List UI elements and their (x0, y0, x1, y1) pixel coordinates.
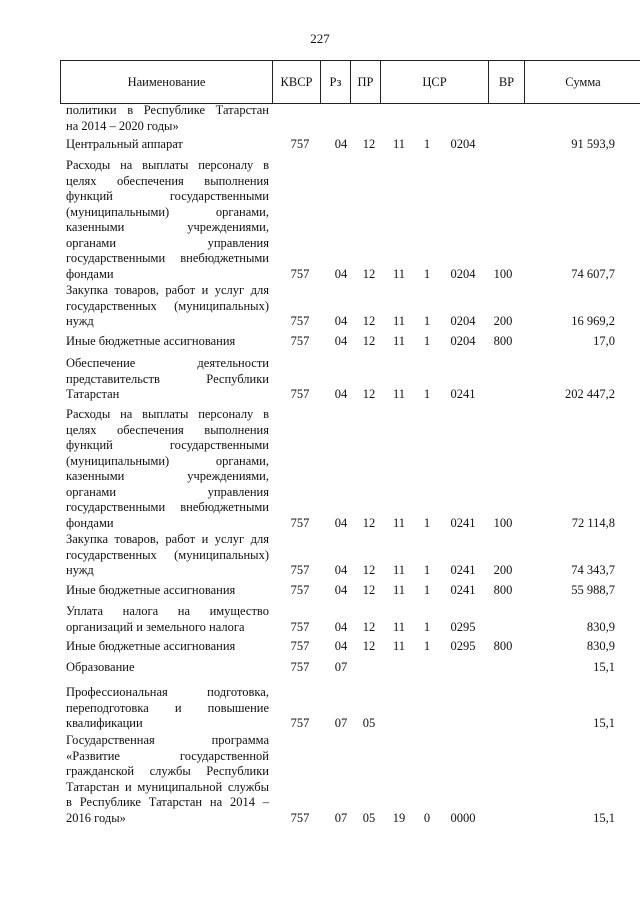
row-name-line: государственных (муниципальных) (66, 547, 269, 562)
row-name (66, 583, 269, 599)
code-kvsr: 757 (290, 619, 310, 634)
code-csr-direction: 0241 (450, 563, 476, 577)
code-pr: 12 (362, 515, 376, 530)
table-row (0, 685, 640, 732)
table-header (60, 60, 640, 104)
code-kvsr: 757 (290, 639, 310, 653)
row-name (66, 283, 269, 330)
code-csr-program: 11 (392, 137, 406, 151)
code-csr-direction: 0204 (450, 334, 476, 348)
table-row (0, 334, 640, 350)
code-csr-program: 11 (392, 266, 406, 281)
table-row (0, 583, 640, 599)
code-csr-subprogram: 1 (423, 563, 431, 577)
code-csr-direction: 0204 (450, 266, 476, 281)
code-csr-subprogram: 1 (423, 515, 431, 530)
code-csr-program: 11 (392, 515, 406, 530)
code-csr-program: 11 (392, 583, 406, 597)
code-pr: 12 (362, 334, 376, 348)
row-name-line: Закупка товаров, работ и услуг для (66, 283, 269, 297)
row-sum: 15,1 (593, 660, 615, 674)
table-row (0, 660, 640, 676)
row-name (66, 660, 269, 676)
row-name (66, 137, 269, 153)
row-name-line: функций государственными (66, 189, 269, 203)
code-rz: 04 (334, 563, 348, 577)
code-vr: 800 (493, 639, 513, 653)
code-csr-program: 11 (392, 619, 406, 634)
table-row (0, 137, 640, 153)
row-name (66, 407, 269, 531)
row-name-line: государственными внебюджетными (66, 251, 269, 265)
code-csr-program: 19 (392, 810, 406, 825)
code-csr-direction: 0204 (450, 314, 476, 328)
row-name-line: «Развитие государственной (66, 748, 269, 763)
code-pr: 12 (362, 266, 376, 281)
code-csr-direction: 0295 (450, 619, 476, 634)
code-kvsr: 757 (290, 583, 310, 597)
row-name-line: государственных (муниципальных) (66, 298, 269, 313)
page-number: 227 (310, 31, 330, 46)
row-name-line: представительств Республики (66, 371, 269, 386)
header-sum: Сумма (565, 75, 601, 89)
code-rz: 04 (334, 137, 348, 151)
code-csr-program: 11 (392, 639, 406, 653)
row-name-line: в Республике Татарстан на 2014 – (66, 795, 269, 809)
code-vr: 800 (493, 583, 513, 597)
table-row (0, 604, 640, 635)
code-csr-subprogram: 1 (423, 639, 431, 653)
code-vr: 800 (493, 334, 513, 348)
row-name (66, 356, 269, 403)
code-csr-program: 11 (392, 314, 406, 328)
row-sum: 74 607,7 (571, 266, 615, 281)
row-name-line: Татарстан и муниципальной службы (66, 779, 269, 794)
row-name-line: организаций и земельного налога (66, 619, 245, 634)
header-pr: ПР (351, 61, 381, 103)
row-name-line: государственными внебюджетными (66, 500, 269, 514)
row-name-line: Иные бюджетные ассигнования (66, 334, 236, 348)
code-csr-subprogram: 1 (423, 583, 431, 597)
row-name (66, 532, 269, 579)
row-name-line: Татарстан (66, 387, 120, 401)
code-csr-program: 11 (392, 334, 406, 348)
row-name-line: целях обеспечения выполнения (66, 173, 269, 188)
row-name-line: Центральный аппарат (66, 137, 183, 151)
table-row (0, 158, 640, 282)
code-kvsr: 757 (290, 660, 310, 674)
header-vr: ВР (489, 61, 525, 103)
code-pr: 05 (362, 810, 376, 825)
header-name: Наименование (61, 61, 273, 103)
code-csr-direction: 0241 (450, 387, 476, 401)
code-kvsr: 757 (290, 515, 310, 530)
code-csr-direction: 0241 (450, 515, 476, 530)
row-name-line: 2016 годы» (66, 810, 126, 825)
header-csr: ЦСР (381, 61, 489, 103)
row-name-line: Уплата налога на имущество (66, 604, 269, 618)
row-sum: 74 343,7 (571, 563, 615, 577)
row-name-line: органами управления (66, 235, 269, 250)
code-kvsr: 757 (290, 563, 310, 577)
code-pr: 12 (362, 387, 376, 401)
table-row (0, 532, 640, 579)
code-kvsr: 757 (290, 314, 310, 328)
row-sum: 55 988,7 (571, 583, 615, 597)
code-csr-subprogram: 1 (423, 137, 431, 151)
code-pr: 12 (362, 583, 376, 597)
code-rz: 04 (334, 619, 348, 634)
row-name-line: казенными учреждениями, (66, 469, 269, 483)
table-row (0, 407, 640, 531)
table-row (0, 283, 640, 330)
code-csr-program: 11 (392, 563, 406, 577)
code-vr: 100 (493, 266, 513, 281)
code-kvsr: 757 (290, 387, 310, 401)
row-name (66, 604, 269, 635)
row-sum: 15,1 (593, 810, 615, 825)
row-sum: 202 447,2 (565, 387, 615, 401)
row-name-line: Иные бюджетные ассигнования (66, 583, 236, 597)
code-pr: 05 (362, 716, 376, 730)
row-name-line: политики в Республике Татарстан (66, 103, 269, 117)
code-csr-subprogram: 1 (423, 387, 431, 401)
code-rz: 04 (334, 515, 348, 530)
code-rz: 07 (334, 660, 348, 674)
code-rz: 04 (334, 334, 348, 348)
code-rz: 04 (334, 266, 348, 281)
code-rz: 04 (334, 639, 348, 653)
code-pr: 12 (362, 619, 376, 634)
code-pr: 12 (362, 563, 376, 577)
row-name (66, 158, 269, 282)
row-name-line: переподготовка и повышение (66, 700, 269, 715)
row-name-line: Профессиональная подготовка, (66, 685, 269, 699)
code-kvsr: 757 (290, 137, 310, 151)
header-kvsr: КВСР (273, 61, 321, 103)
row-name-line: целях обеспечения выполнения (66, 422, 269, 437)
table-row (0, 639, 640, 655)
code-vr: 100 (493, 515, 513, 530)
row-name-line: квалификации (66, 716, 143, 730)
code-rz: 04 (334, 387, 348, 401)
code-kvsr: 757 (290, 716, 310, 730)
code-csr-subprogram: 1 (423, 266, 431, 281)
row-name-line: нужд (66, 314, 94, 328)
table-row (0, 733, 640, 826)
row-name-line: Расходы на выплаты персоналу в (66, 407, 269, 421)
code-csr-direction: 0241 (450, 583, 476, 597)
row-name-line: на 2014 – 2020 годы» (66, 118, 179, 133)
code-rz: 07 (334, 716, 348, 730)
row-name-line: (муниципальными) органами, (66, 204, 269, 219)
row-name-line: гражданской службы Республики (66, 764, 269, 778)
row-sum: 91 593,9 (571, 137, 615, 151)
code-csr-subprogram: 1 (423, 314, 431, 328)
code-csr-direction: 0000 (450, 810, 476, 825)
code-pr: 12 (362, 639, 376, 653)
code-rz: 04 (334, 583, 348, 597)
row-sum: 72 114,8 (571, 515, 615, 530)
code-csr-direction: 0204 (450, 137, 476, 151)
code-kvsr: 757 (290, 810, 310, 825)
row-name-line: фондами (66, 266, 114, 281)
header-rz: Рз (321, 61, 351, 103)
row-name (66, 639, 269, 655)
row-name-line: Иные бюджетные ассигнования (66, 639, 236, 653)
row-name (66, 103, 269, 134)
code-csr-subprogram: 1 (423, 619, 431, 634)
row-name-line: органами управления (66, 484, 269, 499)
row-name-line: Обеспечение деятельности (66, 356, 269, 370)
row-sum: 830,9 (586, 639, 615, 653)
row-name-line: Государственная программа (66, 733, 269, 747)
code-pr: 12 (362, 314, 376, 328)
row-sum: 17,0 (593, 334, 615, 348)
row-name-line: Расходы на выплаты персоналу в (66, 158, 269, 172)
row-name-line: Закупка товаров, работ и услуг для (66, 532, 269, 546)
code-vr: 200 (493, 563, 513, 577)
row-name-line: казенными учреждениями, (66, 220, 269, 234)
row-name-line: фондами (66, 515, 114, 530)
code-kvsr: 757 (290, 334, 310, 348)
code-rz: 07 (334, 810, 348, 825)
row-sum: 830,9 (586, 619, 615, 634)
row-name-line: нужд (66, 563, 94, 577)
table-row (0, 356, 640, 403)
row-name-line: (муниципальными) органами, (66, 453, 269, 468)
row-name-line: функций государственными (66, 438, 269, 452)
row-sum: 15,1 (593, 716, 615, 730)
code-vr: 200 (493, 314, 513, 328)
code-rz: 04 (334, 314, 348, 328)
table-row (0, 103, 640, 134)
row-name (66, 685, 269, 732)
row-name-line: Образование (66, 660, 135, 674)
row-name (66, 334, 269, 350)
row-sum: 16 969,2 (571, 314, 615, 328)
code-csr-subprogram: 1 (423, 334, 431, 348)
code-csr-program: 11 (392, 387, 406, 401)
code-csr-direction: 0295 (450, 639, 476, 653)
code-kvsr: 757 (290, 266, 310, 281)
code-pr: 12 (362, 137, 376, 151)
code-csr-subprogram: 0 (423, 810, 431, 825)
row-name (66, 733, 269, 826)
